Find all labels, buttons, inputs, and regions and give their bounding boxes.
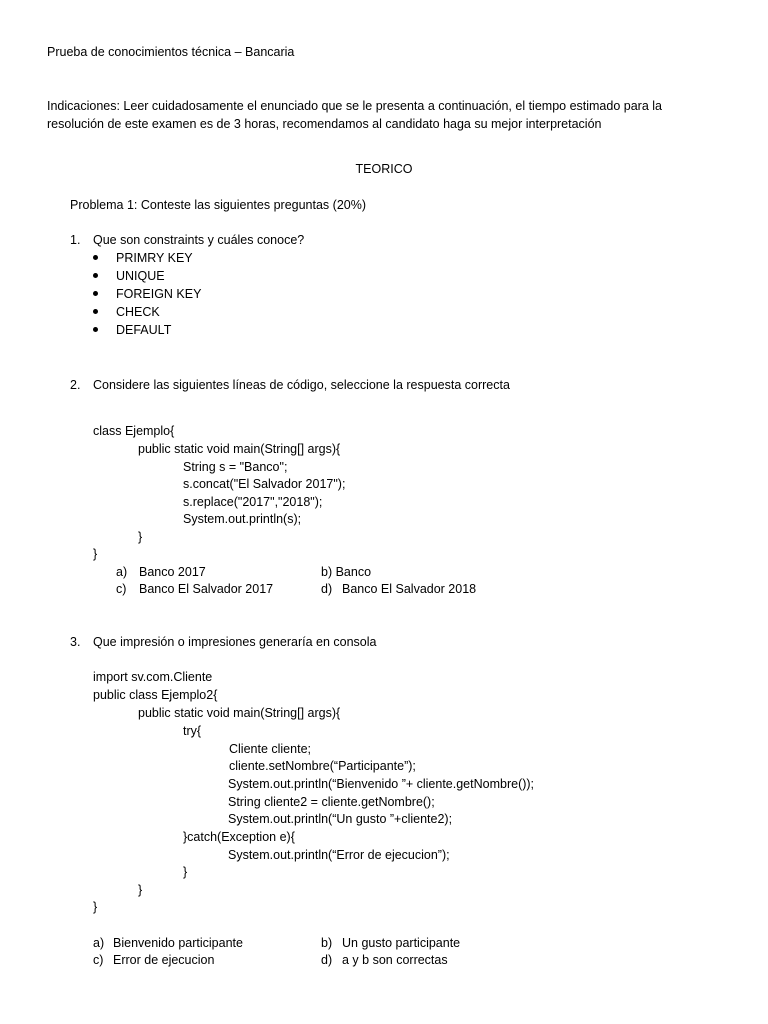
option-d: a y b son correctas	[342, 953, 448, 967]
instructions-line-2: resolución de este examen es de 3 horas, recomendamos al candidato haga su mejor interpretación	[47, 117, 602, 131]
option-c-label: c)	[93, 953, 104, 967]
option-d-label: d)	[321, 582, 333, 596]
constraint-item: DEFAULT	[116, 323, 172, 337]
code-line: String s = "Banco";	[183, 460, 288, 474]
option-b-label: b)	[321, 936, 333, 950]
code-line: Cliente cliente;	[229, 742, 311, 756]
code-line: s.concat("El Salvador 2017");	[183, 477, 346, 491]
question-2-text: Considere las siguientes líneas de código, seleccione la respuesta correcta	[93, 378, 510, 392]
document-title: Prueba de conocimientos técnica – Bancaria	[47, 45, 295, 59]
question-2-number: 2.	[70, 378, 81, 392]
constraint-item: CHECK	[116, 305, 160, 319]
code-line: String cliente2 = cliente.getNombre();	[228, 795, 435, 809]
option-c: Error de ejecucion	[113, 953, 215, 967]
option-a-label: a)	[116, 565, 128, 579]
question-3-text: Que impresión o impresiones generaría en consola	[93, 635, 377, 649]
constraint-item: FOREIGN KEY	[116, 287, 202, 301]
problem-1-heading: Problema 1: Conteste las siguientes preguntas (20%)	[70, 198, 366, 212]
instructions-line-1: Indicaciones: Leer cuidadosamente el enunciado que se le presenta a continuación, el tiempo estimado para la	[47, 99, 662, 113]
code-line: try{	[183, 724, 202, 738]
code-line: public static void main(String[] args){	[138, 706, 341, 720]
option-c-label: c)	[116, 582, 127, 596]
question-1-text: Que son constraints y cuáles conoce?	[93, 233, 305, 247]
code-line: System.out.println(“Error de ejecucion”);	[228, 848, 450, 862]
code-line: class Ejemplo{	[93, 424, 175, 438]
code-line: }	[93, 547, 98, 561]
option-b: b) Banco	[321, 565, 372, 579]
code-line: public static void main(String[] args){	[138, 442, 341, 456]
option-d: Banco El Salvador 2018	[342, 582, 477, 596]
question-1-number: 1.	[70, 233, 81, 247]
constraint-item: PRIMRY KEY	[116, 251, 193, 265]
constraint-item: UNIQUE	[116, 269, 165, 283]
option-a: Banco 2017	[139, 565, 206, 579]
code-line: import sv.com.Cliente	[93, 670, 213, 684]
code-line: cliente.setNombre(“Participante”);	[229, 759, 416, 773]
code-line: }catch(Exception e){	[183, 830, 295, 844]
code-line: s.replace("2017","2018");	[183, 495, 323, 509]
section-title: TEORICO	[355, 162, 413, 176]
question-3-number: 3.	[70, 635, 81, 649]
code-line: System.out.println(“Un gusto ”+cliente2);	[228, 812, 453, 826]
option-c: Banco El Salvador 2017	[139, 582, 274, 596]
option-a: Bienvenido participante	[113, 936, 243, 950]
code-line: }	[138, 530, 143, 544]
code-line: }	[138, 883, 143, 897]
code-line: System.out.println(s);	[183, 512, 302, 526]
option-b: Un gusto participante	[342, 936, 461, 950]
code-line: }	[93, 900, 98, 914]
code-line: public class Ejemplo2{	[93, 688, 218, 702]
option-a-label: a)	[93, 936, 105, 950]
option-d-label: d)	[321, 953, 333, 967]
code-line: System.out.println(“Bienvenido ”+ cliente.getNombre());	[228, 777, 535, 791]
code-line: }	[183, 865, 188, 879]
